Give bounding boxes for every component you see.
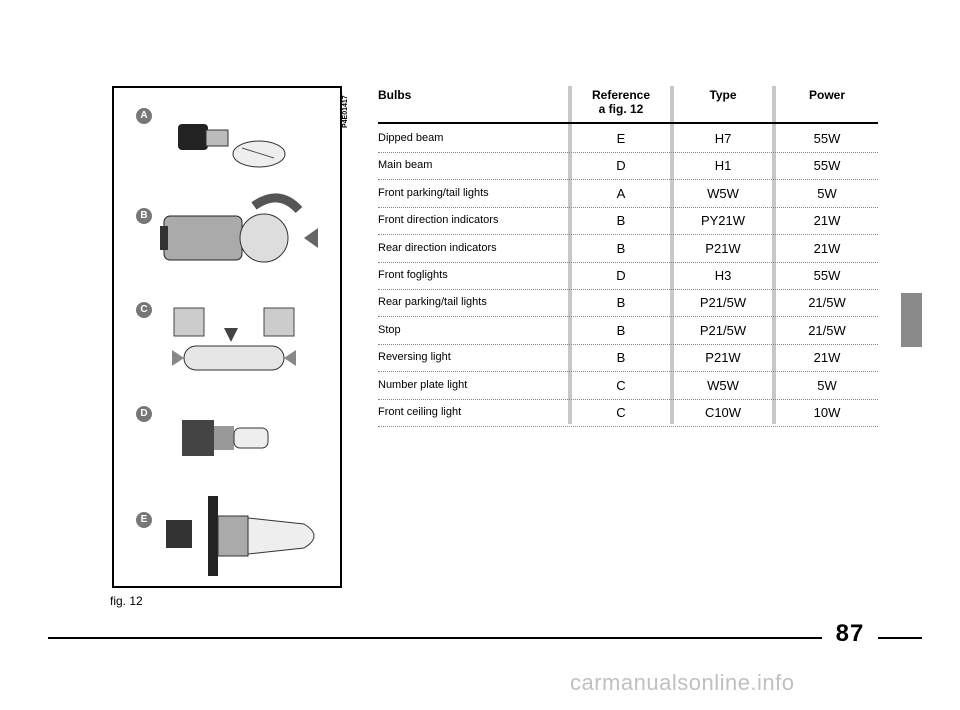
bulb-a-illustration — [178, 124, 285, 167]
cell-reference: B — [616, 240, 626, 256]
label-d: D — [136, 406, 152, 422]
cell-power: 5W — [817, 377, 837, 393]
cell-bulb: Reversing light — [378, 351, 451, 364]
header-bulbs: Bulbs — [378, 88, 412, 102]
header-reference-line1: Reference — [591, 88, 651, 102]
cell-bulb: Front foglights — [378, 269, 448, 281]
cell-type: H7 — [714, 131, 732, 146]
header-reference — [572, 88, 670, 116]
header-rule — [378, 122, 878, 124]
bulb-c-illustration — [172, 308, 296, 370]
cell-type: PY21W — [700, 213, 746, 229]
bulb-b-illustration — [160, 198, 318, 262]
label-a: A — [136, 108, 152, 124]
bulb-figure — [112, 86, 342, 588]
cell-bulb: Front direction indicators — [378, 214, 499, 227]
header-type: Type — [709, 88, 737, 102]
cell-reference: A — [616, 185, 626, 201]
cell-type: H1 — [714, 158, 732, 174]
page-number: 87 — [835, 620, 865, 647]
table-row — [378, 153, 878, 180]
cell-type: P21/5W — [699, 322, 747, 338]
cell-reference: B — [616, 295, 626, 311]
cell-power: 55W — [813, 268, 841, 283]
bulb-illustrations — [114, 88, 340, 586]
cell-bulb: Stop — [378, 323, 401, 336]
cell-reference: C — [616, 405, 626, 420]
cell-power: 55W — [813, 131, 841, 146]
cell-power: 21/5W — [808, 295, 846, 311]
header-reference-line2: a fig. 12 — [598, 102, 644, 116]
cell-bulb: Front ceiling light — [378, 406, 462, 418]
table-row — [378, 400, 878, 427]
table-row — [378, 208, 878, 235]
table-row — [378, 236, 878, 263]
cell-power: 21W — [813, 240, 841, 256]
figure-caption: fig. 12 — [110, 594, 143, 608]
table-row — [378, 345, 878, 372]
cell-reference: E — [616, 131, 626, 146]
cell-reference: C — [616, 377, 626, 393]
bulb-e-illustration — [166, 496, 314, 576]
watermark: carmanualsonline.info — [570, 670, 795, 695]
figure-code: P4E01417 — [342, 95, 349, 129]
cell-power: 21W — [813, 213, 841, 229]
cell-type: C10W — [704, 405, 742, 420]
footer-rule-right — [878, 637, 922, 639]
cell-bulb: Rear direction indicators — [378, 241, 497, 254]
cell-power: 55W — [813, 158, 841, 174]
label-e: E — [136, 512, 152, 528]
cell-reference: B — [616, 322, 626, 338]
cell-type: P21W — [705, 350, 741, 366]
bulb-d-illustration — [182, 420, 268, 456]
cell-bulb: Main beam — [378, 159, 433, 172]
section-tab — [901, 293, 922, 347]
cell-type: W5W — [707, 185, 739, 201]
cell-type: P21/5W — [699, 295, 747, 311]
cell-power: 10W — [813, 405, 841, 420]
cell-type: P21W — [705, 240, 741, 256]
bulb-table — [378, 86, 878, 426]
table-row — [378, 181, 878, 208]
cell-bulb: Dipped beam — [378, 132, 444, 144]
footer-rule-left — [48, 637, 822, 639]
cell-power: 21W — [813, 350, 841, 366]
cell-power: 21/5W — [808, 322, 846, 338]
table-row — [378, 318, 878, 345]
table-row — [378, 373, 878, 400]
cell-reference: B — [616, 350, 626, 366]
cell-type: H3 — [714, 268, 732, 283]
table-row — [378, 290, 878, 317]
label-c: C — [136, 302, 152, 318]
header-power: Power — [808, 88, 845, 102]
cell-bulb: Number plate light — [378, 378, 468, 391]
cell-reference: D — [616, 158, 626, 174]
cell-type: W5W — [707, 377, 739, 393]
label-b: B — [136, 208, 152, 224]
cell-bulb: Rear parking/tail lights — [378, 296, 487, 309]
cell-power: 5W — [817, 185, 837, 201]
cell-reference: D — [616, 268, 626, 283]
cell-bulb: Front parking/tail lights — [378, 186, 489, 199]
table-row — [378, 263, 878, 290]
cell-reference: B — [616, 213, 626, 229]
table-row — [378, 126, 878, 153]
